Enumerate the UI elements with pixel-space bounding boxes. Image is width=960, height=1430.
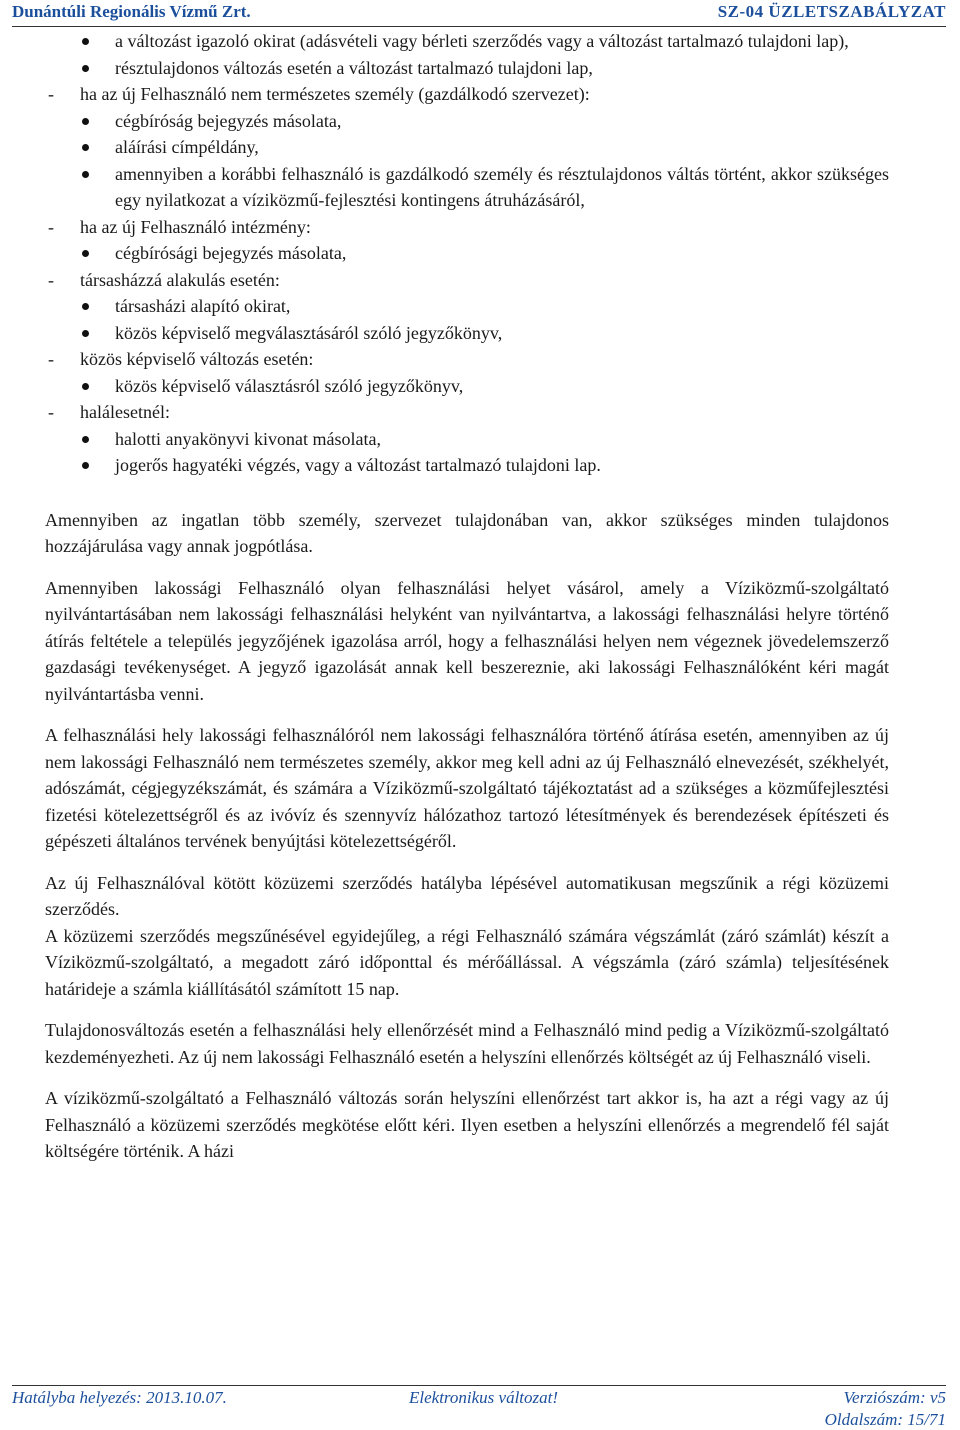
list-item: a változást igazoló okirat (adásvételi vagy bérleti szerződés vagy a változást tartalmazó tulajdoni lap), — [45, 28, 889, 55]
page-footer — [12, 1385, 946, 1429]
bullet-icon — [82, 250, 89, 257]
paragraph: Amennyiben az ingatlan több személy, szervezet tulajdonában van, akkor szükséges minden tulajdonos hozzájárulása vagy annak jogpótlása. — [45, 509, 889, 556]
requirements-list — [45, 28, 889, 479]
company-name: Dunántúli Regionális Vízmű Zrt. — [12, 2, 251, 21]
paragraph: A közüzemi szerződés megszűnésével egyidejűleg, a régi Felhasználó számára végszámlát (záró számlát) készít a Víziközmű-szolgáltató, a megadott záró időponttal és mérőállással. A végszámla (záró számla) teljesítésének határideje a számla kiállításától számított 15 nap. — [45, 925, 889, 999]
bullet-icon — [82, 38, 89, 45]
bullet-icon — [82, 65, 89, 72]
bullet-icon — [82, 303, 89, 310]
document-body — [45, 28, 889, 1165]
list-item: közös képviselő választásról szóló jegyzőkönyv, — [45, 373, 889, 400]
paragraph: A víziközmű-szolgáltató a Felhasználó változás során helyszíni ellenőrzést tart akkor is, ha azt a régi vagy az új Felhasználó a közüzemi szerződés megkötése előtt kéri. Ilyen esetben a helyszíni ellenőrzés a megrendelő fél saját költségére történik. A házi — [45, 1088, 889, 1161]
effective-date: Hatályba helyezés: 2013.10.07. — [12, 1388, 227, 1407]
list-item: amennyiben a korábbi felhasználó is gazdálkodó személy és résztulajdonos váltás történt, akkor szükséges egy nyilatkozat a víziközmű-fejlesztési kontingens átruházásáról, — [45, 161, 889, 214]
list-item: - ha az új Felhasználó intézmény: — [45, 214, 889, 241]
version-number: Verziószám: v5 — [843, 1388, 946, 1407]
bullet-icon — [82, 383, 89, 390]
list-item: - közös képviselő változás esetén: — [45, 346, 889, 373]
document-code: SZ-04 ÜZLETSZABÁLYZAT — [717, 2, 946, 21]
page-header — [12, 2, 946, 27]
electronic-version-note: Elektronikus változat! — [409, 1388, 559, 1407]
page-number: Oldalszám: 15/71 — [824, 1410, 946, 1429]
list-item: - halálesetnél: — [45, 399, 889, 426]
dash-marker: - — [48, 349, 54, 369]
list-item: résztulajdonos változás esetén a változást tartalmazó tulajdoni lap, — [45, 55, 889, 82]
list-item: közös képviselő megválasztásáról szóló jegyzőkönyv, — [45, 320, 889, 347]
dash-marker: - — [48, 402, 54, 422]
bullet-icon — [82, 330, 89, 337]
dash-marker: - — [48, 216, 54, 237]
list-item: halotti anyakönyvi kivonat másolata, — [45, 426, 889, 453]
bullet-icon — [82, 462, 89, 469]
paragraph: Amennyiben lakossági Felhasználó olyan felhasználási helyet vásárol, amely a Víziközmű-szolgáltató nyilvántartásában nem lakossági felhasználási helyként van nyilvántartva, a lakossági felhasználási helyre történő átírás feltétele a település jegyzőjének igazolása arról, hogy a felhasználási helyen nem végeznek jövedelemszerző gazdasági tevékenységet. A jegyző igazolását annak kell beszereznie, aki lakossági Felhasználóként kéri magát nyilvántartásba venni. — [45, 577, 889, 704]
dash-marker: - — [48, 269, 54, 290]
dash-marker: - — [48, 84, 54, 104]
list-item: cégbíróság bejegyzés másolata, — [45, 108, 889, 135]
list-item: aláírási címpéldány, — [45, 134, 889, 161]
bullet-icon — [82, 144, 89, 151]
list-item: jogerős hagyatéki végzés, vagy a változást tartalmazó tulajdoni lap. — [45, 452, 889, 479]
bullet-icon — [82, 118, 89, 125]
paragraph: A felhasználási hely lakossági felhasználóról nem lakossági felhasználóra történő átírása esetén, amennyiben az új nem lakossági Felhasználó nem természetes személy, akkor meg kell adni az új Felhasználó elnevezését, székhelyét, adószámát, cégjegyzékszámát, és számára a Víziközmű-szolgáltató tájékoztatást ad a szükséges a közműfejlesztési fizetési kötelezettségről és az ivóvíz és szennyvíz hálózathoz tartozó létesítmények és berendezések építészeti és gépészeti általános tervének benyújtási kötelezettségéről. — [45, 725, 889, 851]
paragraph: Az új Felhasználóval kötött közüzemi szerződés hatályba lépésével automatikusan megszűnik a régi közüzemi szerződés. — [45, 872, 889, 919]
paragraph: Tulajdonosváltozás esetén a felhasználási hely ellenőrzését mind a Felhasználó mind pedig a Víziközmű-szolgáltató kezdeményezheti. Az új nem lakossági Felhasználó esetén a helyszíni ellenőrzés költségét az új Felhasználó viseli. — [45, 1020, 889, 1067]
list-item: - ha az új Felhasználó nem természetes személy (gazdálkodó szervezet): — [45, 81, 889, 108]
list-item: - társasházzá alakulás esetén: — [45, 267, 889, 294]
bullet-icon — [82, 171, 89, 178]
list-item: cégbírósági bejegyzés másolata, — [45, 240, 889, 267]
bullet-icon — [82, 436, 89, 443]
list-item: társasházi alapító okirat, — [45, 293, 889, 320]
